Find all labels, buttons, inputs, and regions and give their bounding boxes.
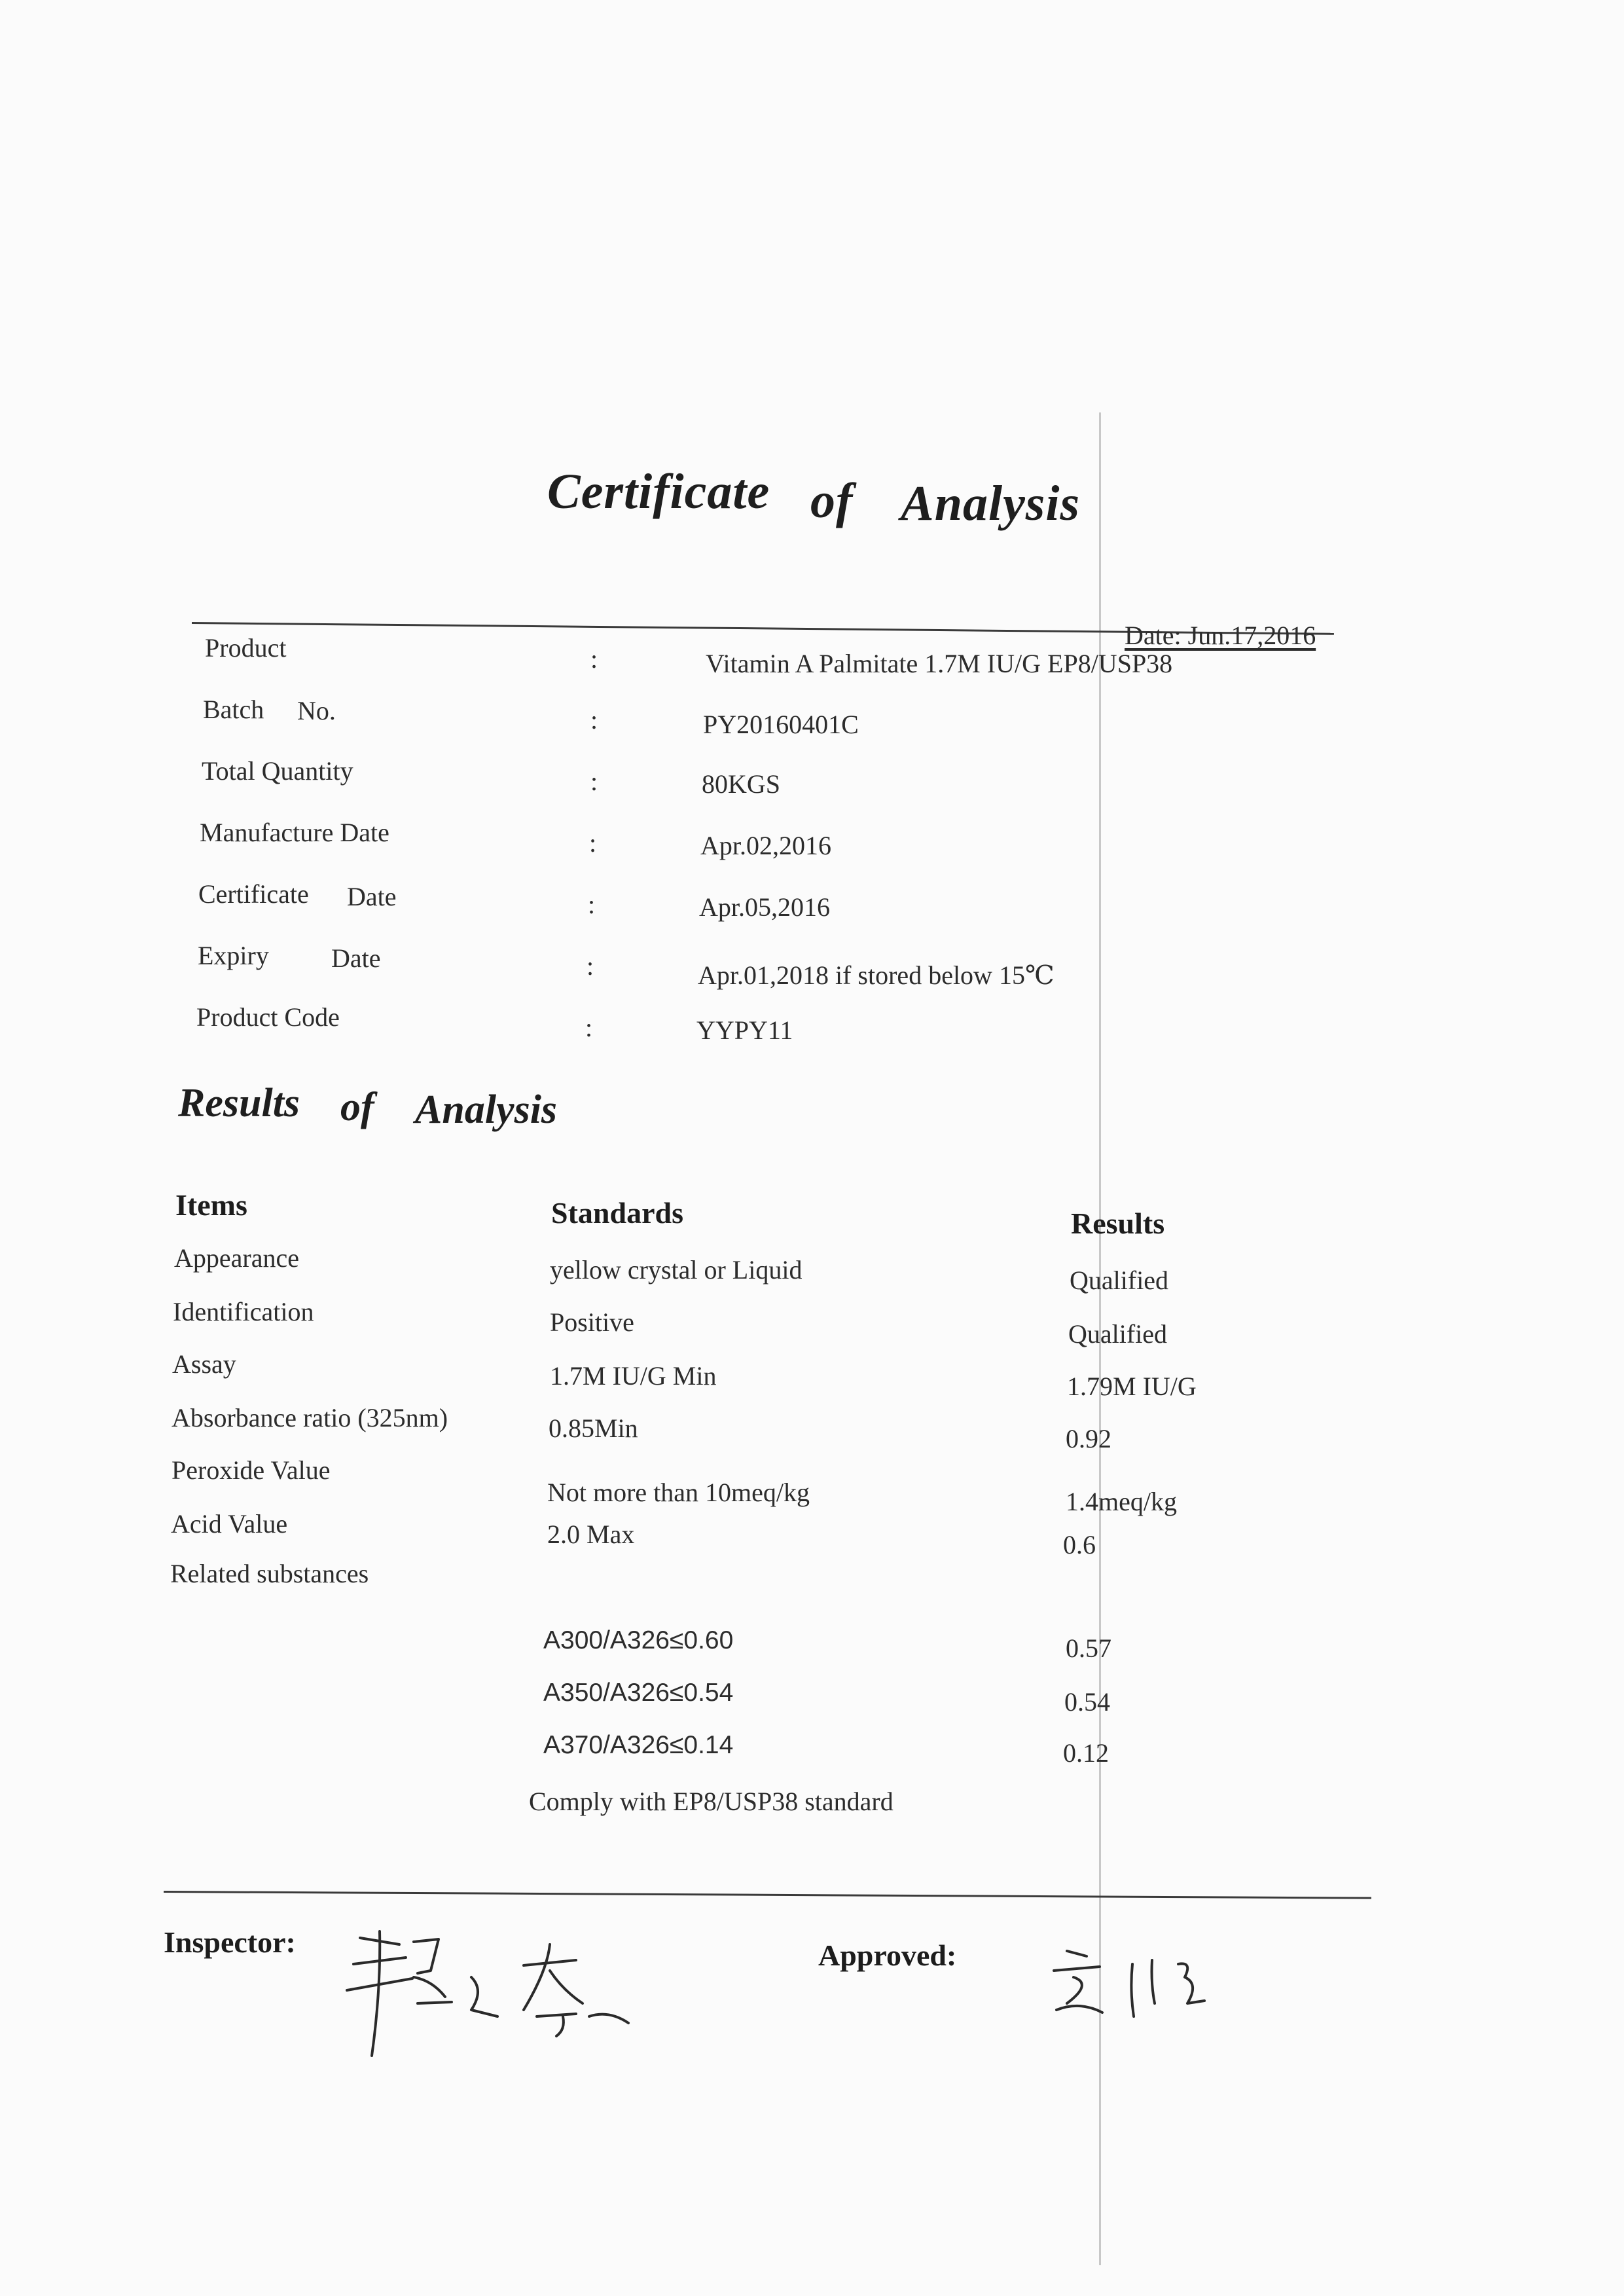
info-value-product-code: YYPY11: [696, 1015, 793, 1045]
info-label-product-code: Product Code: [196, 1002, 340, 1032]
standard-peroxide-value: Not more than 10meq/kg: [547, 1478, 810, 1507]
item-assay: Assay: [172, 1349, 236, 1379]
result-acid-value: 0.6: [1063, 1530, 1096, 1559]
footer-rule: [164, 1891, 1371, 1899]
result-assay: 1.79M IU/G: [1067, 1372, 1197, 1401]
standard-related-a300: A300/A326≤0.60: [543, 1626, 734, 1654]
info-value-total-quantity: 80KGS: [702, 769, 781, 799]
info-colon: :: [590, 767, 598, 796]
info-colon: :: [585, 1013, 593, 1042]
standard-related-a350: A350/A326≤0.54: [543, 1679, 734, 1707]
page-title-word-2: of: [810, 473, 854, 528]
info-colon: :: [588, 890, 596, 919]
info-label-expiry-date: Date: [331, 943, 381, 973]
info-colon: :: [590, 705, 598, 735]
result-appearance: Qualified: [1070, 1266, 1169, 1295]
info-label-product: Product: [205, 633, 287, 663]
standard-assay: 1.7M IU/G Min: [550, 1361, 717, 1391]
info-colon: :: [589, 828, 597, 858]
page-title-word-1: Certificate: [547, 464, 770, 519]
item-acid-value: Acid Value: [171, 1509, 288, 1539]
results-title-word-2: of: [340, 1085, 374, 1129]
info-label-batch-no: No.: [297, 696, 336, 725]
results-title-word-1: Results: [178, 1081, 300, 1125]
info-value-batch: PY20160401C: [703, 710, 859, 739]
info-label-batch: Batch: [203, 695, 264, 724]
result-peroxide-value: 1.4meq/kg: [1066, 1487, 1177, 1516]
results-title-word-3: Analysis: [415, 1087, 558, 1132]
info-value-expiry-date: Apr.01,2018 if stored below 15℃: [698, 960, 1055, 990]
certificate-date: Date: Jun.17,2016: [1125, 621, 1316, 650]
inspector-signature: [340, 1918, 655, 2069]
info-value-manufacture-date: Apr.02,2016: [700, 831, 831, 860]
result-related-a370: 0.12: [1063, 1738, 1109, 1768]
result-related-a350: 0.54: [1064, 1687, 1110, 1717]
page-title-word-3: Analysis: [901, 476, 1081, 531]
column-header-standards: Standards: [551, 1196, 683, 1230]
standard-related-a370: A370/A326≤0.14: [543, 1731, 734, 1759]
item-identification: Identification: [173, 1297, 314, 1326]
inspector-label: Inspector:: [164, 1925, 296, 1959]
standard-appearance: yellow crystal or Liquid: [550, 1255, 803, 1285]
standard-absorbance-ratio: 0.85Min: [549, 1413, 638, 1443]
info-label-total-quantity: Total Quantity: [202, 756, 353, 786]
item-peroxide-value: Peroxide Value: [171, 1455, 331, 1485]
item-appearance: Appearance: [174, 1243, 299, 1273]
info-label-certificate-date: Date: [347, 882, 397, 911]
standard-identification: Positive: [550, 1307, 634, 1337]
compliance-statement: Comply with EP8/USP38 standard: [529, 1787, 893, 1816]
info-value-product: Vitamin A Palmitate 1.7M IU/G EP8/USP38: [706, 649, 1173, 678]
standard-acid-value: 2.0 Max: [547, 1520, 635, 1549]
item-absorbance-ratio: Absorbance ratio (325nm): [171, 1403, 448, 1432]
info-value-certificate-date: Apr.05,2016: [699, 892, 830, 922]
item-related-substances: Related substances: [170, 1559, 369, 1588]
result-absorbance-ratio: 0.92: [1066, 1424, 1111, 1453]
column-header-items: Items: [175, 1188, 247, 1222]
info-label-manufacture-date: Manufacture Date: [200, 818, 389, 847]
result-related-a300: 0.57: [1066, 1633, 1111, 1663]
info-colon: :: [590, 644, 598, 674]
column-header-results: Results: [1071, 1207, 1165, 1240]
info-label-expiry: Expiry: [198, 941, 269, 970]
result-identification: Qualified: [1068, 1319, 1168, 1349]
approver-signature: [1047, 1938, 1218, 2036]
info-label-certificate: Certificate: [198, 879, 309, 909]
approved-label: Approved:: [818, 1939, 957, 1972]
info-colon: :: [586, 951, 594, 981]
